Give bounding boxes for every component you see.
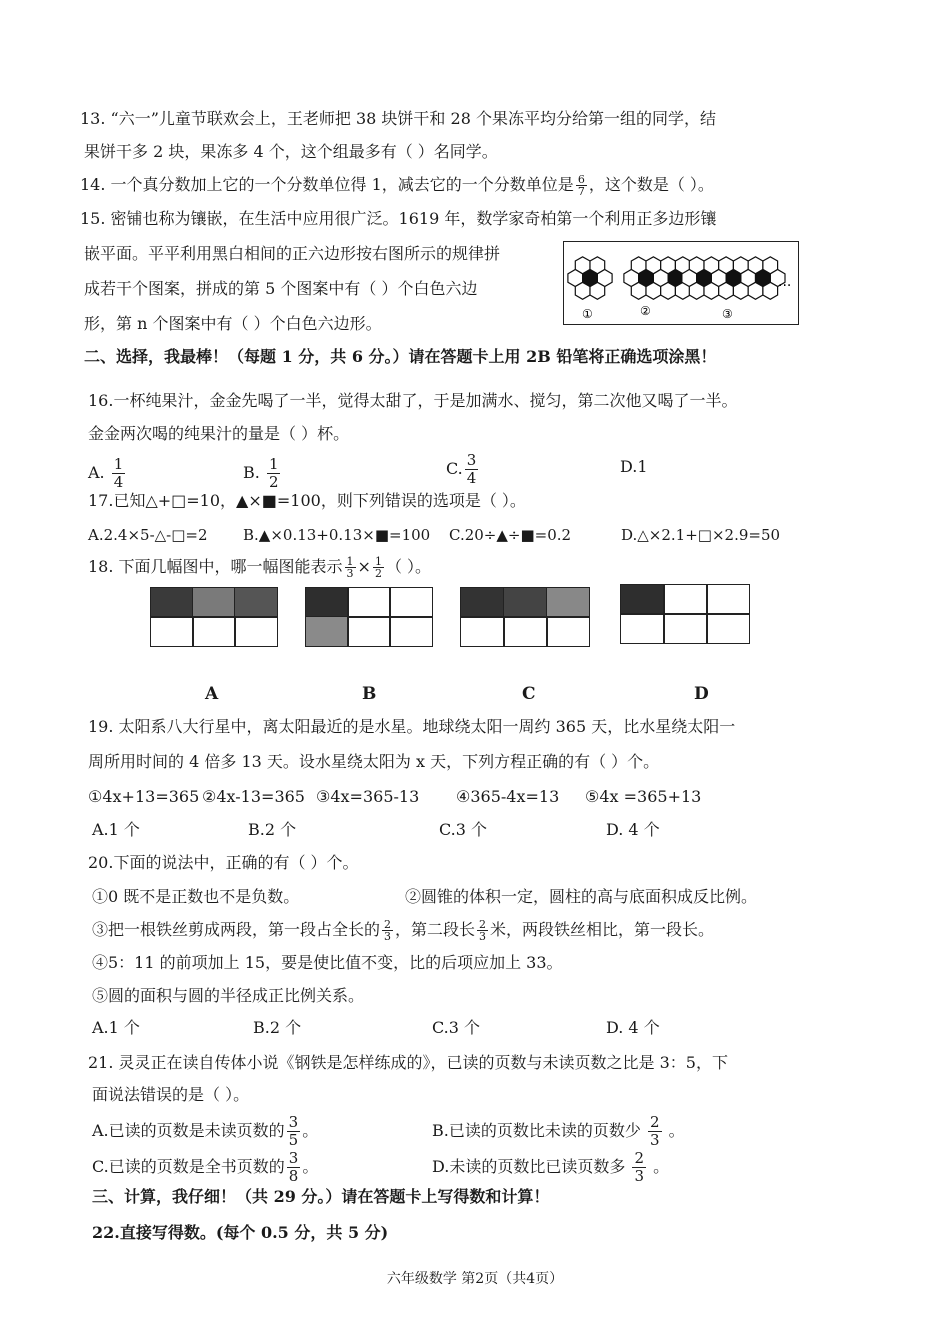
black-hexagon — [639, 270, 654, 287]
q18-figure-c — [460, 587, 590, 647]
black-hexagon — [756, 270, 771, 287]
q18-fraction-1: $\frac{1}{3}$ — [346, 555, 354, 580]
q13-line1: 13. “六一”儿童节联欢会上，王老师把 38 块饼干和 28 个果冻平均分给第一组的同学，结 — [80, 109, 716, 128]
q17-option-a: A.2.4×5-△-□=2 — [88, 526, 208, 544]
fig-a-cell — [234, 616, 278, 647]
fig-b-cell — [305, 616, 349, 647]
q18-figure-a — [150, 587, 278, 647]
fig-d-cell — [620, 584, 665, 615]
q15-line4: 形，第 n 个图案中有（ ）个白色六边形。 — [84, 314, 382, 333]
page-footer: 六年级数学 第2页（共4页） — [386, 1271, 564, 1287]
q20-statement-4: ④5：11 的前项加上 15，要是使比值不变，比的后项应加上 33。 — [92, 953, 563, 972]
fig-c-cell — [503, 616, 548, 647]
q21-option-d: D.未读的页数比已读页数多 $\frac{2}{3}$ 。 — [432, 1149, 670, 1185]
fig-d-cell — [706, 584, 750, 615]
pattern-label-1: ① — [582, 307, 593, 321]
pattern-label-3: ③ — [722, 307, 733, 321]
fig-a-cell — [234, 587, 278, 618]
q22-heading: 22.直接写得数。(每个 0.5 分，共 5 分) — [92, 1223, 389, 1242]
q18-label-d: D — [694, 684, 709, 704]
fig-d-cell — [706, 613, 750, 644]
q16-option-d: D.1 — [620, 457, 648, 476]
q19-option-b: B.2 个 — [248, 820, 297, 839]
q19-eq-3: ③4x=365-13 — [316, 787, 420, 806]
q21-line1: 21. 灵灵正在读自传体小说《钢铁是怎样练成的》，已读的页数与未读页数之比是 3：5，下 — [88, 1053, 728, 1072]
q18-figure-b — [305, 587, 433, 647]
q20-statement-3: ③把一根铁丝剪成两段，第一段占全长的 $\frac{2}{3}$ ，第二段长 $\frac{2}{3}$ 米，两段铁丝相比，第一段长。 — [92, 918, 715, 943]
black-hexagon — [726, 270, 741, 287]
black-hexagon — [697, 270, 712, 287]
fig-b-cell — [389, 616, 433, 647]
fig-a-cell — [192, 616, 236, 647]
q14-tail: ，这个数是（ ）。 — [588, 175, 714, 194]
q20-option-b: B.2 个 — [253, 1018, 302, 1037]
q20-option-c: C.3 个 — [432, 1018, 481, 1037]
fig-a-cell — [192, 587, 236, 618]
q19-eq-2: ②4x-13=365 — [202, 787, 305, 806]
q18-label-b: B — [362, 684, 377, 704]
q16-line1: 16.一杯纯果汁，金金先喝了一半，觉得太甜了，于是加满水、搅匀，第二次他又喝了一半。 — [88, 391, 738, 410]
q19-option-c: C.3 个 — [439, 820, 488, 839]
q15-line3: 成若干个图案，拼成的第 5 个图案中有（ ）个白色六边 — [84, 279, 478, 298]
q20-option-d: D. 4 个 — [606, 1018, 660, 1037]
q18-line1: 18. 下面几幅图中，哪一幅图能表示 $\frac{1}{3}$ × $\frac{1}{2}$ （ ）。 — [88, 555, 432, 580]
fig-c-cell — [503, 587, 548, 618]
fig-c-cell — [546, 616, 590, 647]
q21-option-c: C.已读的页数是全书页数的 $\frac{3}{8}$ 。 — [92, 1149, 319, 1185]
section-3-heading: 三、计算，我仔细！（共 29 分。）请在答题卡上写得数和计算！ — [92, 1187, 550, 1206]
q17-option-d: D.△×2.1+□×2.9=50 — [621, 526, 781, 544]
q19-option-a: A.1 个 — [92, 820, 140, 839]
q18-label-c: C — [522, 684, 536, 704]
q20-statement-2: ②圆锥的体积一定，圆柱的高与底面积成反比例。 — [405, 887, 758, 906]
q16-option-b: B. $\frac{1}{2}$ — [243, 455, 279, 491]
q16-line2: 金金两次喝的纯果汁的量是（ ）杯。 — [88, 424, 350, 443]
black-hexagon — [668, 270, 683, 287]
q17-line1: 17.已知△+□=10，▲×■=100，则下列错误的选项是（ ）。 — [88, 491, 526, 510]
q20-line1: 20.下面的说法中，正确的有（ ）个。 — [88, 853, 359, 872]
q21-line2: 面说法错误的是（ ）。 — [92, 1085, 250, 1104]
fig-b-cell — [305, 587, 349, 618]
q19-line2: 周所用时间的 4 倍多 13 天。设水星绕太阳为 x 天，下列方程正确的有（ ）个。 — [88, 752, 660, 771]
q21-option-a: A.已读的页数是未读页数的 $\frac{3}{5}$ 。 — [92, 1113, 319, 1149]
fig-d-cell — [620, 613, 665, 644]
q19-line1: 19. 太阳系八大行星中，离太阳最近的是水星。地球绕太阳一周约 365 天，比水星绕太阳一 — [88, 717, 736, 736]
q20-statement-5: ⑤圆的面积与圆的半径成正比例关系。 — [92, 986, 365, 1005]
fig-b-cell — [347, 587, 391, 618]
fig-b-cell — [389, 587, 433, 618]
black-hexagon — [583, 270, 598, 287]
q20-statement-1: ①0 既不是正数也不是负数。 — [92, 887, 300, 906]
q17-option-c: C.20÷▲÷■=0.2 — [449, 526, 572, 544]
q17-option-b: B.▲×0.13+0.13×■=100 — [243, 526, 431, 544]
q13-line2: 果饼干多 2 块，果冻多 4 个，这个组最多有（ ）名同学。 — [84, 142, 498, 161]
hexagon-group — [568, 257, 785, 300]
pattern-label-2: ② — [640, 304, 651, 318]
q21-option-b: B.已读的页数比未读的页数少 $\frac{2}{3}$ 。 — [432, 1113, 685, 1149]
q19-eq-4: ④365-4x=13 — [456, 787, 560, 806]
section-2-heading: 二、选择，我最棒！（每题 1 分，共 6 分。）请在答题卡上用 2B 铅笔将正确选项涂黑！ — [84, 347, 717, 366]
q19-eq-1: ①4x+13=365 — [88, 787, 200, 806]
fig-a-cell — [150, 587, 194, 618]
q15-line1: 15. 密铺也称为镶嵌，在生活中应用很广泛。1619 年，数学家奇柏第一个利用正多边形镶 — [80, 209, 717, 228]
fig-c-cell — [460, 616, 505, 647]
q20-option-a: A.1 个 — [92, 1018, 140, 1037]
q14-text: 14. 一个真分数加上它的一个分数单位得 1，减去它的一个分数单位是 — [80, 175, 574, 194]
q15-line2: 嵌平面。平平利用黑白相间的正六边形按右图所示的规律拼 — [84, 244, 501, 263]
fig-d-cell — [663, 584, 708, 615]
q18-label-a: A — [205, 684, 219, 704]
q19-eq-5: ⑤4x =365+13 — [585, 787, 702, 806]
q16-option-c: C. $\frac{3}{4}$ — [446, 451, 477, 487]
hexagon-pattern-svg — [564, 242, 798, 324]
q18-figure-d — [620, 584, 750, 644]
pattern-ellipsis: ... — [778, 274, 792, 290]
q14-fraction: $\frac{6}{7}$ — [577, 173, 585, 198]
q19-option-d: D. 4 个 — [606, 820, 660, 839]
hexagon-pattern-figure — [563, 241, 799, 325]
q16-option-a: A. $\frac{1}{4}$ — [88, 455, 124, 491]
fig-a-cell — [150, 616, 194, 647]
q14 — [80, 174, 714, 197]
fig-c-cell — [546, 587, 590, 618]
fig-c-cell — [460, 587, 505, 618]
q18-fraction-2: $\frac{1}{2}$ — [374, 555, 382, 580]
fig-d-cell — [663, 613, 708, 644]
fig-b-cell — [347, 616, 391, 647]
